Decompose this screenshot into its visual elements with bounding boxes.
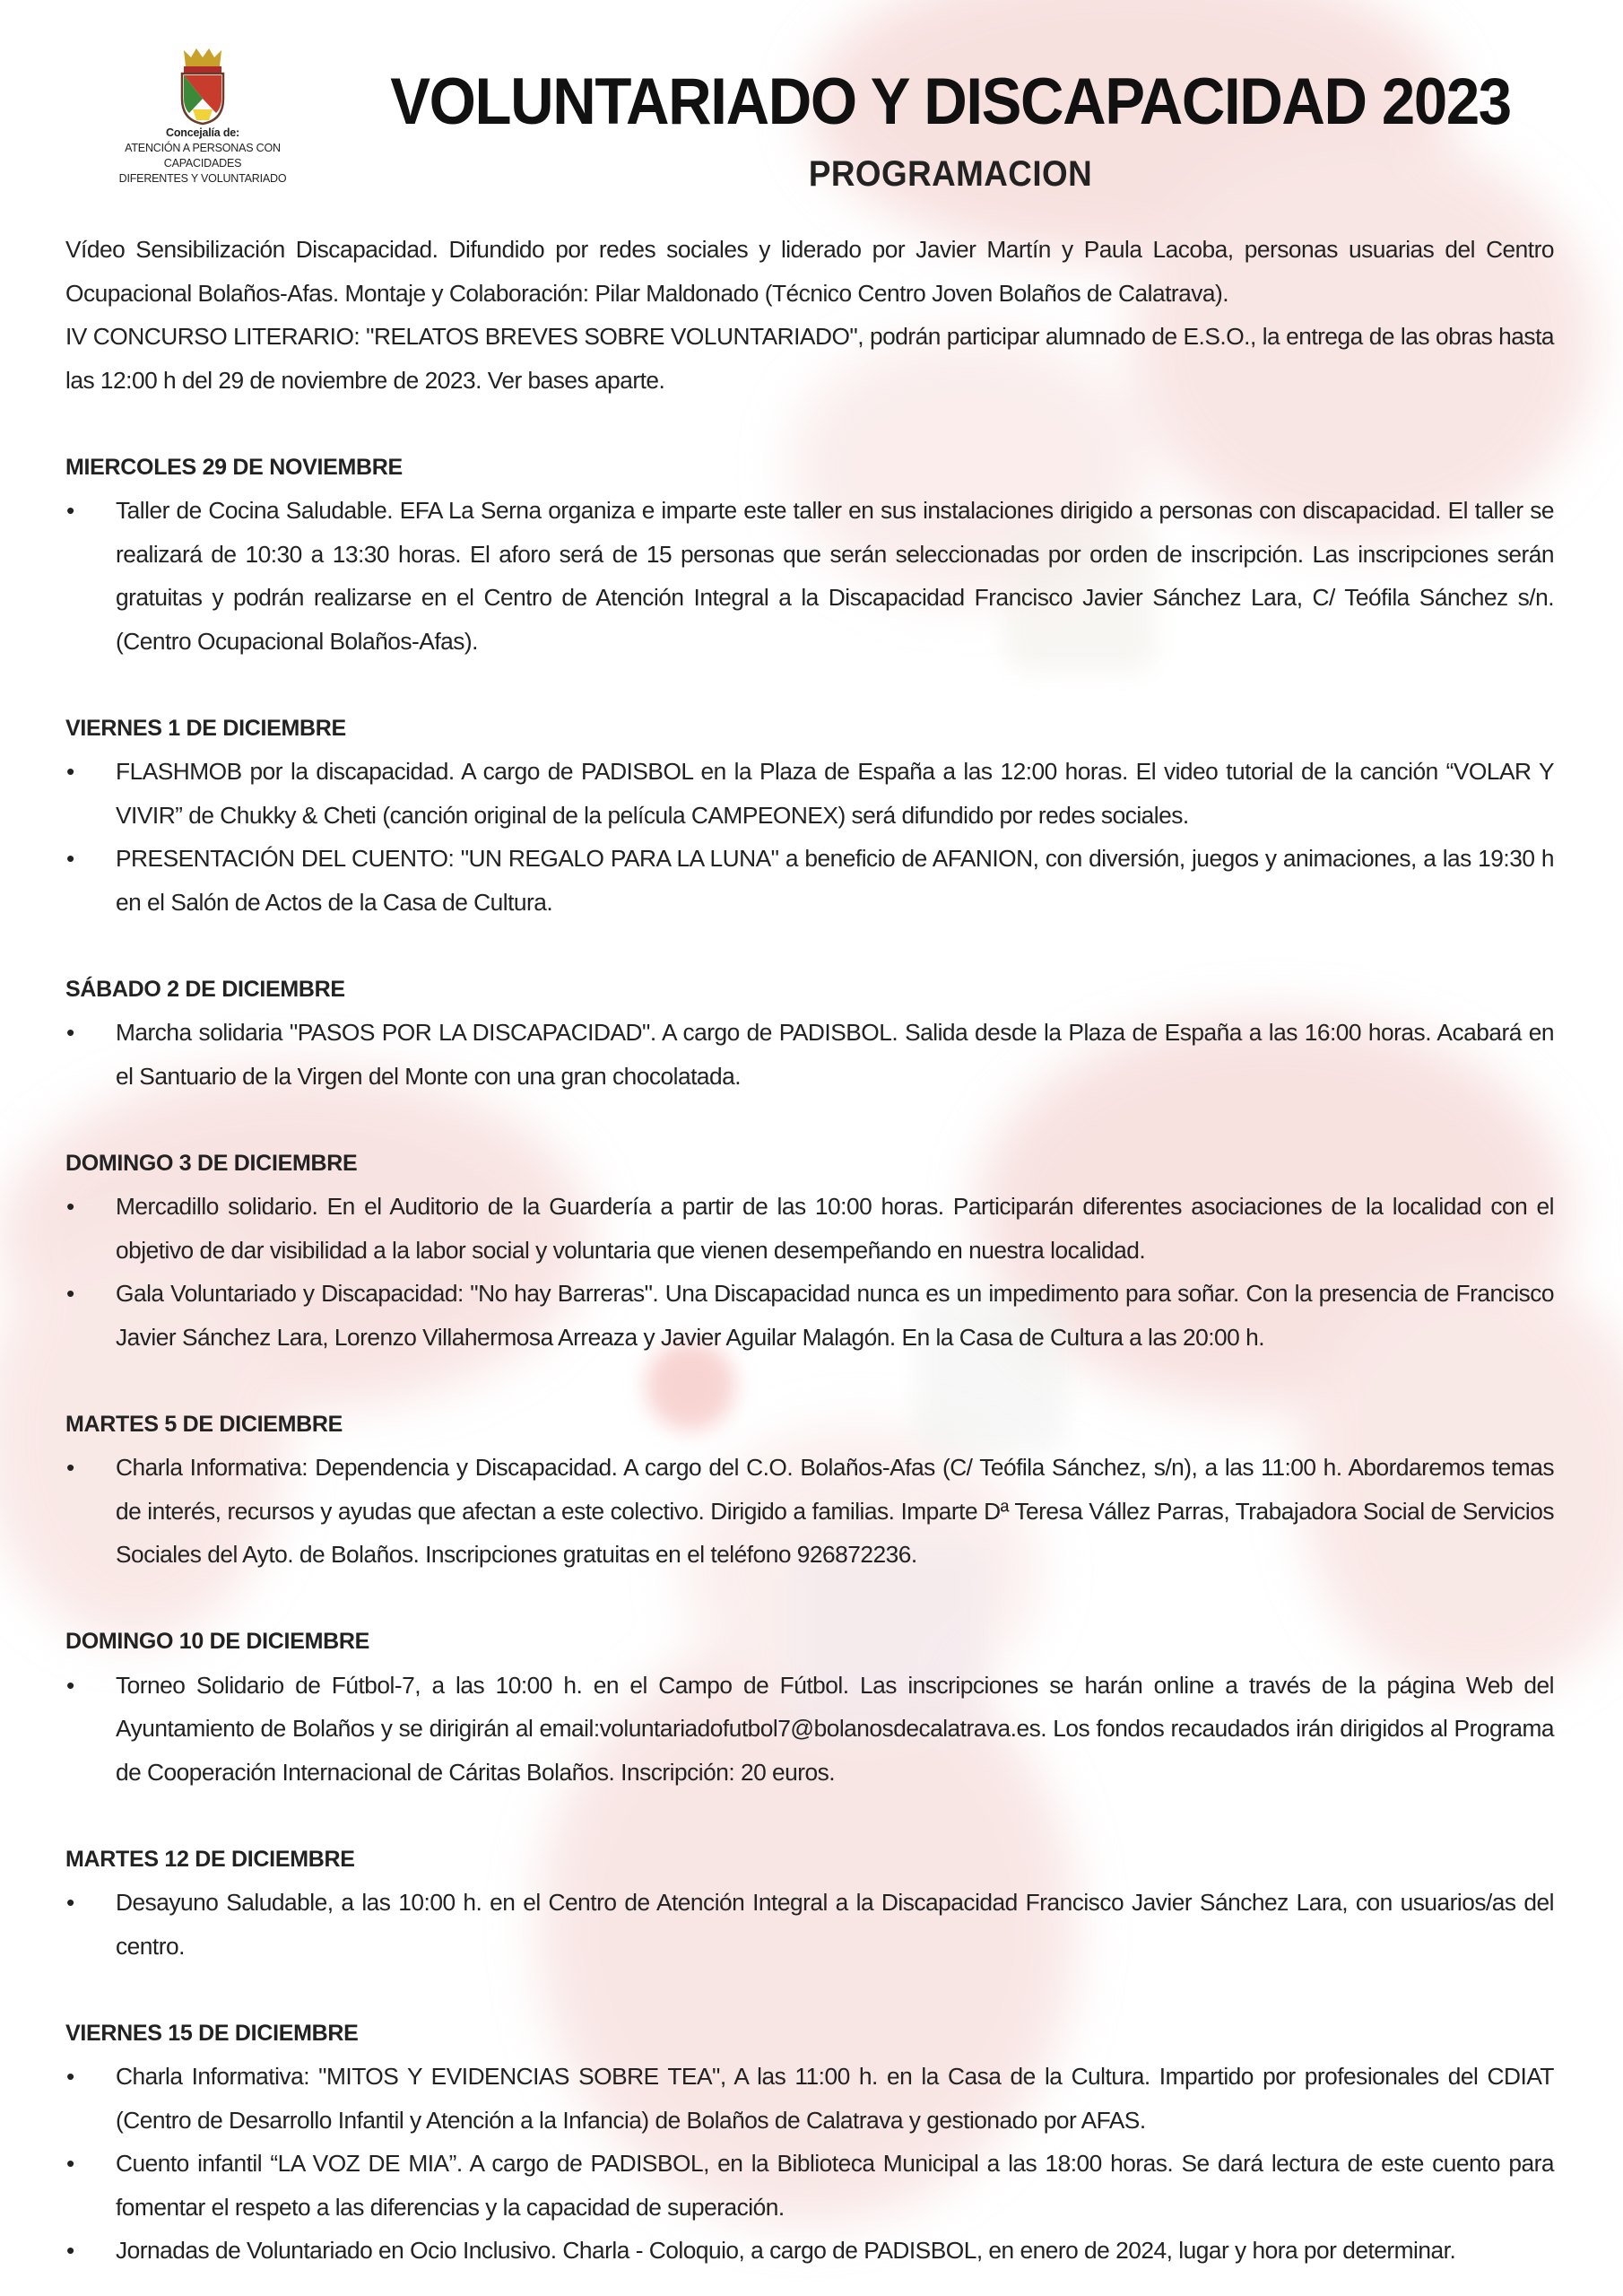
logo-line-2: ATENCIÓN A PERSONAS CON CAPACIDADES bbox=[125, 142, 281, 170]
event-text: Taller de Cocina Saludable. EFA La Serna organiza e imparte este taller en sus instalaciones dirigido a personas con discapacidad. El taller se realizará de 10:30 a 13:30 horas. El aforo será de 15 personas que serán seleccionadas por orden de inscripción. Las inscripciones serán gratuitas y podrán realizarse en el Centro de Atención Integral a la Discapacidad Francisco Javier Sánchez Lara, C/ Teófila Sánchez s/n. (Centro Ocupacional Bolaños-Afas). bbox=[116, 497, 1554, 655]
bullet-icon: • bbox=[66, 1280, 74, 1307]
bullet-icon: • bbox=[66, 1889, 74, 1916]
event-text: Charla Informativa: "MITOS Y EVIDENCIAS SOBRE TEA", A las 11:00 h. en la Casa de la Cultura. Impartido por profesionales del CDIAT (Centro de Desarrollo Infantil y Atención a la Infancia) de Bolaños de Calatrava y gestionado por AFAS. bbox=[116, 2063, 1554, 2134]
bullet-icon: • bbox=[66, 845, 74, 872]
day-heading: MIERCOLES 29 DE NOVIEMBRE bbox=[65, 454, 403, 480]
day-heading: VIERNES 1 DE DICIEMBRE bbox=[65, 715, 346, 741]
bullet-icon: • bbox=[66, 2237, 74, 2264]
day-heading: VIERNES 15 DE DICIEMBRE bbox=[65, 2020, 359, 2046]
day-heading: SÁBADO 2 DE DICIEMBRE bbox=[65, 976, 345, 1002]
bullet-icon: • bbox=[66, 758, 74, 785]
event-item bbox=[65, 2055, 1554, 2142]
event-text: FLASHMOB por la discapacidad. A cargo de PADISBOL en la Plaza de España a las 12:00 horas. El video tutorial de la canción “VOLAR Y VIVIR” de Chukky & Cheti (canción original de la película CAMPEONEX) será difundido por redes sociales. bbox=[116, 758, 1554, 829]
event-item bbox=[65, 1664, 1554, 1795]
coat-of-arms-icon bbox=[173, 47, 232, 126]
event-item bbox=[65, 2229, 1554, 2273]
day-heading: DOMINGO 3 DE DICIEMBRE bbox=[65, 1150, 358, 1176]
event-item bbox=[65, 2142, 1554, 2229]
event-text: Desayuno Saludable, a las 10:00 h. en el Centro de Atención Integral a la Discapacidad Francisco Javier Sánchez Lara, con usuarios/as del centro. bbox=[116, 1889, 1554, 1960]
event-text: Gala Voluntariado y Discapacidad: "No hay Barreras". Una Discapacidad nunca es un impedimento para soñar. Con la presencia de Francisco Javier Sánchez Lara, Lorenzo Villahermosa Arreaza y Javier Aguilar Malagón. En la Casa de Cultura a las 20:00 h. bbox=[116, 1280, 1554, 1351]
event-text: Cuento infantil “LA VOZ DE MIA”. A cargo de PADISBOL, en la Biblioteca Municipal a las 18:00 horas. Se dará lectura de este cuento para fomentar el respeto a las diferencias y la capacidad de superación. bbox=[116, 2150, 1554, 2221]
day-heading: MARTES 5 DE DICIEMBRE bbox=[65, 1411, 343, 1437]
bullet-icon: • bbox=[66, 1019, 74, 1046]
logo-line-1: Concejalía de: bbox=[166, 126, 239, 139]
event-item bbox=[65, 837, 1554, 924]
day-heading: DOMINGO 10 DE DICIEMBRE bbox=[65, 1629, 369, 1654]
event-text: PRESENTACIÓN DEL CUENTO: "UN REGALO PARA LA LUNA" a beneficio de AFANION, con diversión, juegos y animaciones, a las 19:30 h en el Salón de Actos de la Casa de Cultura. bbox=[116, 845, 1554, 916]
logo-line-3: DIFERENTES Y VOLUNTARIADO bbox=[118, 172, 287, 185]
event-text: Mercadillo solidario. En el Auditorio de la Guardería a partir de las 10:00 horas. Participarán diferentes asociaciones de la localidad con el objetivo de dar visibilidad a la labor social y voluntaria que vienen desempeñando en nuestra localidad. bbox=[116, 1193, 1554, 1264]
bullet-icon: • bbox=[66, 2150, 74, 2177]
poster-title: VOLUNTARIADO Y DISCAPACIDAD 2023 bbox=[390, 65, 1511, 138]
event-text: Jornadas de Voluntariado en Ocio Inclusivo. Charla - Coloquio, a cargo de PADISBOL, en enero de 2024, lugar y hora por determinar. bbox=[116, 2237, 1456, 2264]
event-item bbox=[65, 1446, 1554, 1577]
intro-paragraph: Vídeo Sensibilización Discapacidad. Difundido por redes sociales y liderado por Javier Martín y Paula Lacoba, personas usuarias del Centro Ocupacional Bolaños-Afas. Montaje y Colaboración: Pilar Maldonado (Técnico Centro Joven Bolaños de Calatrava). bbox=[65, 236, 1554, 307]
bullet-icon: • bbox=[66, 1193, 74, 1220]
event-text: Charla Informativa: Dependencia y Discapacidad. A cargo del C.O. Bolaños-Afas (C/ Teófila Sánchez, s/n), a las 11:00 h. Abordaremos temas de interés, recursos y ayudas que afectan a este colectivo. Dirigido a familias. Imparte Dª Teresa Vállez Parras, Trabajadora Social de Servicios Sociales del Ayto. de Bolaños. Inscripciones gratuitas en el teléfono 926872236. bbox=[116, 1454, 1554, 1568]
event-item bbox=[65, 1272, 1554, 1359]
event-item bbox=[65, 750, 1554, 837]
programme-content bbox=[65, 228, 1554, 2273]
council-logo bbox=[90, 47, 316, 187]
bullet-icon: • bbox=[66, 1454, 74, 1481]
event-item bbox=[65, 489, 1554, 663]
event-text: Torneo Solidario de Fútbol-7, a las 10:00 h. en el Campo de Fútbol. Las inscripciones se harán online a través de la página Web del Ayuntamiento de Bolaños y se dirigirán al email:voluntariadofutbol7@bolanosdecalatrava.es. Los fondos recaudados irán dirigidos al Programa de Cooperación Internacional de Cáritas Bolaños. Inscripción: 20 euros. bbox=[116, 1671, 1554, 1786]
event-item bbox=[65, 1011, 1554, 1098]
intro-paragraph: IV CONCURSO LITERARIO: "RELATOS BREVES SOBRE VOLUNTARIADO", podrán participar alumnado de E.S.O., la entrega de las obras hasta las 12:00 h del 29 de noviembre de 2023. Ver bases aparte. bbox=[65, 323, 1554, 394]
bullet-icon: • bbox=[66, 497, 74, 524]
poster-subtitle: PROGRAMACION bbox=[808, 154, 1093, 194]
event-item bbox=[65, 1881, 1554, 1968]
bullet-icon: • bbox=[66, 1671, 74, 1699]
bullet-icon: • bbox=[66, 2063, 74, 2090]
day-heading: MARTES 12 DE DICIEMBRE bbox=[65, 1846, 355, 1872]
event-item bbox=[65, 1185, 1554, 1272]
event-text: Marcha solidaria "PASOS POR LA DISCAPACIDAD". A cargo de PADISBOL. Salida desde la Plaza de España a las 16:00 horas. Acabará en el Santuario de la Virgen del Monte con una gran chocolatada. bbox=[116, 1019, 1554, 1090]
